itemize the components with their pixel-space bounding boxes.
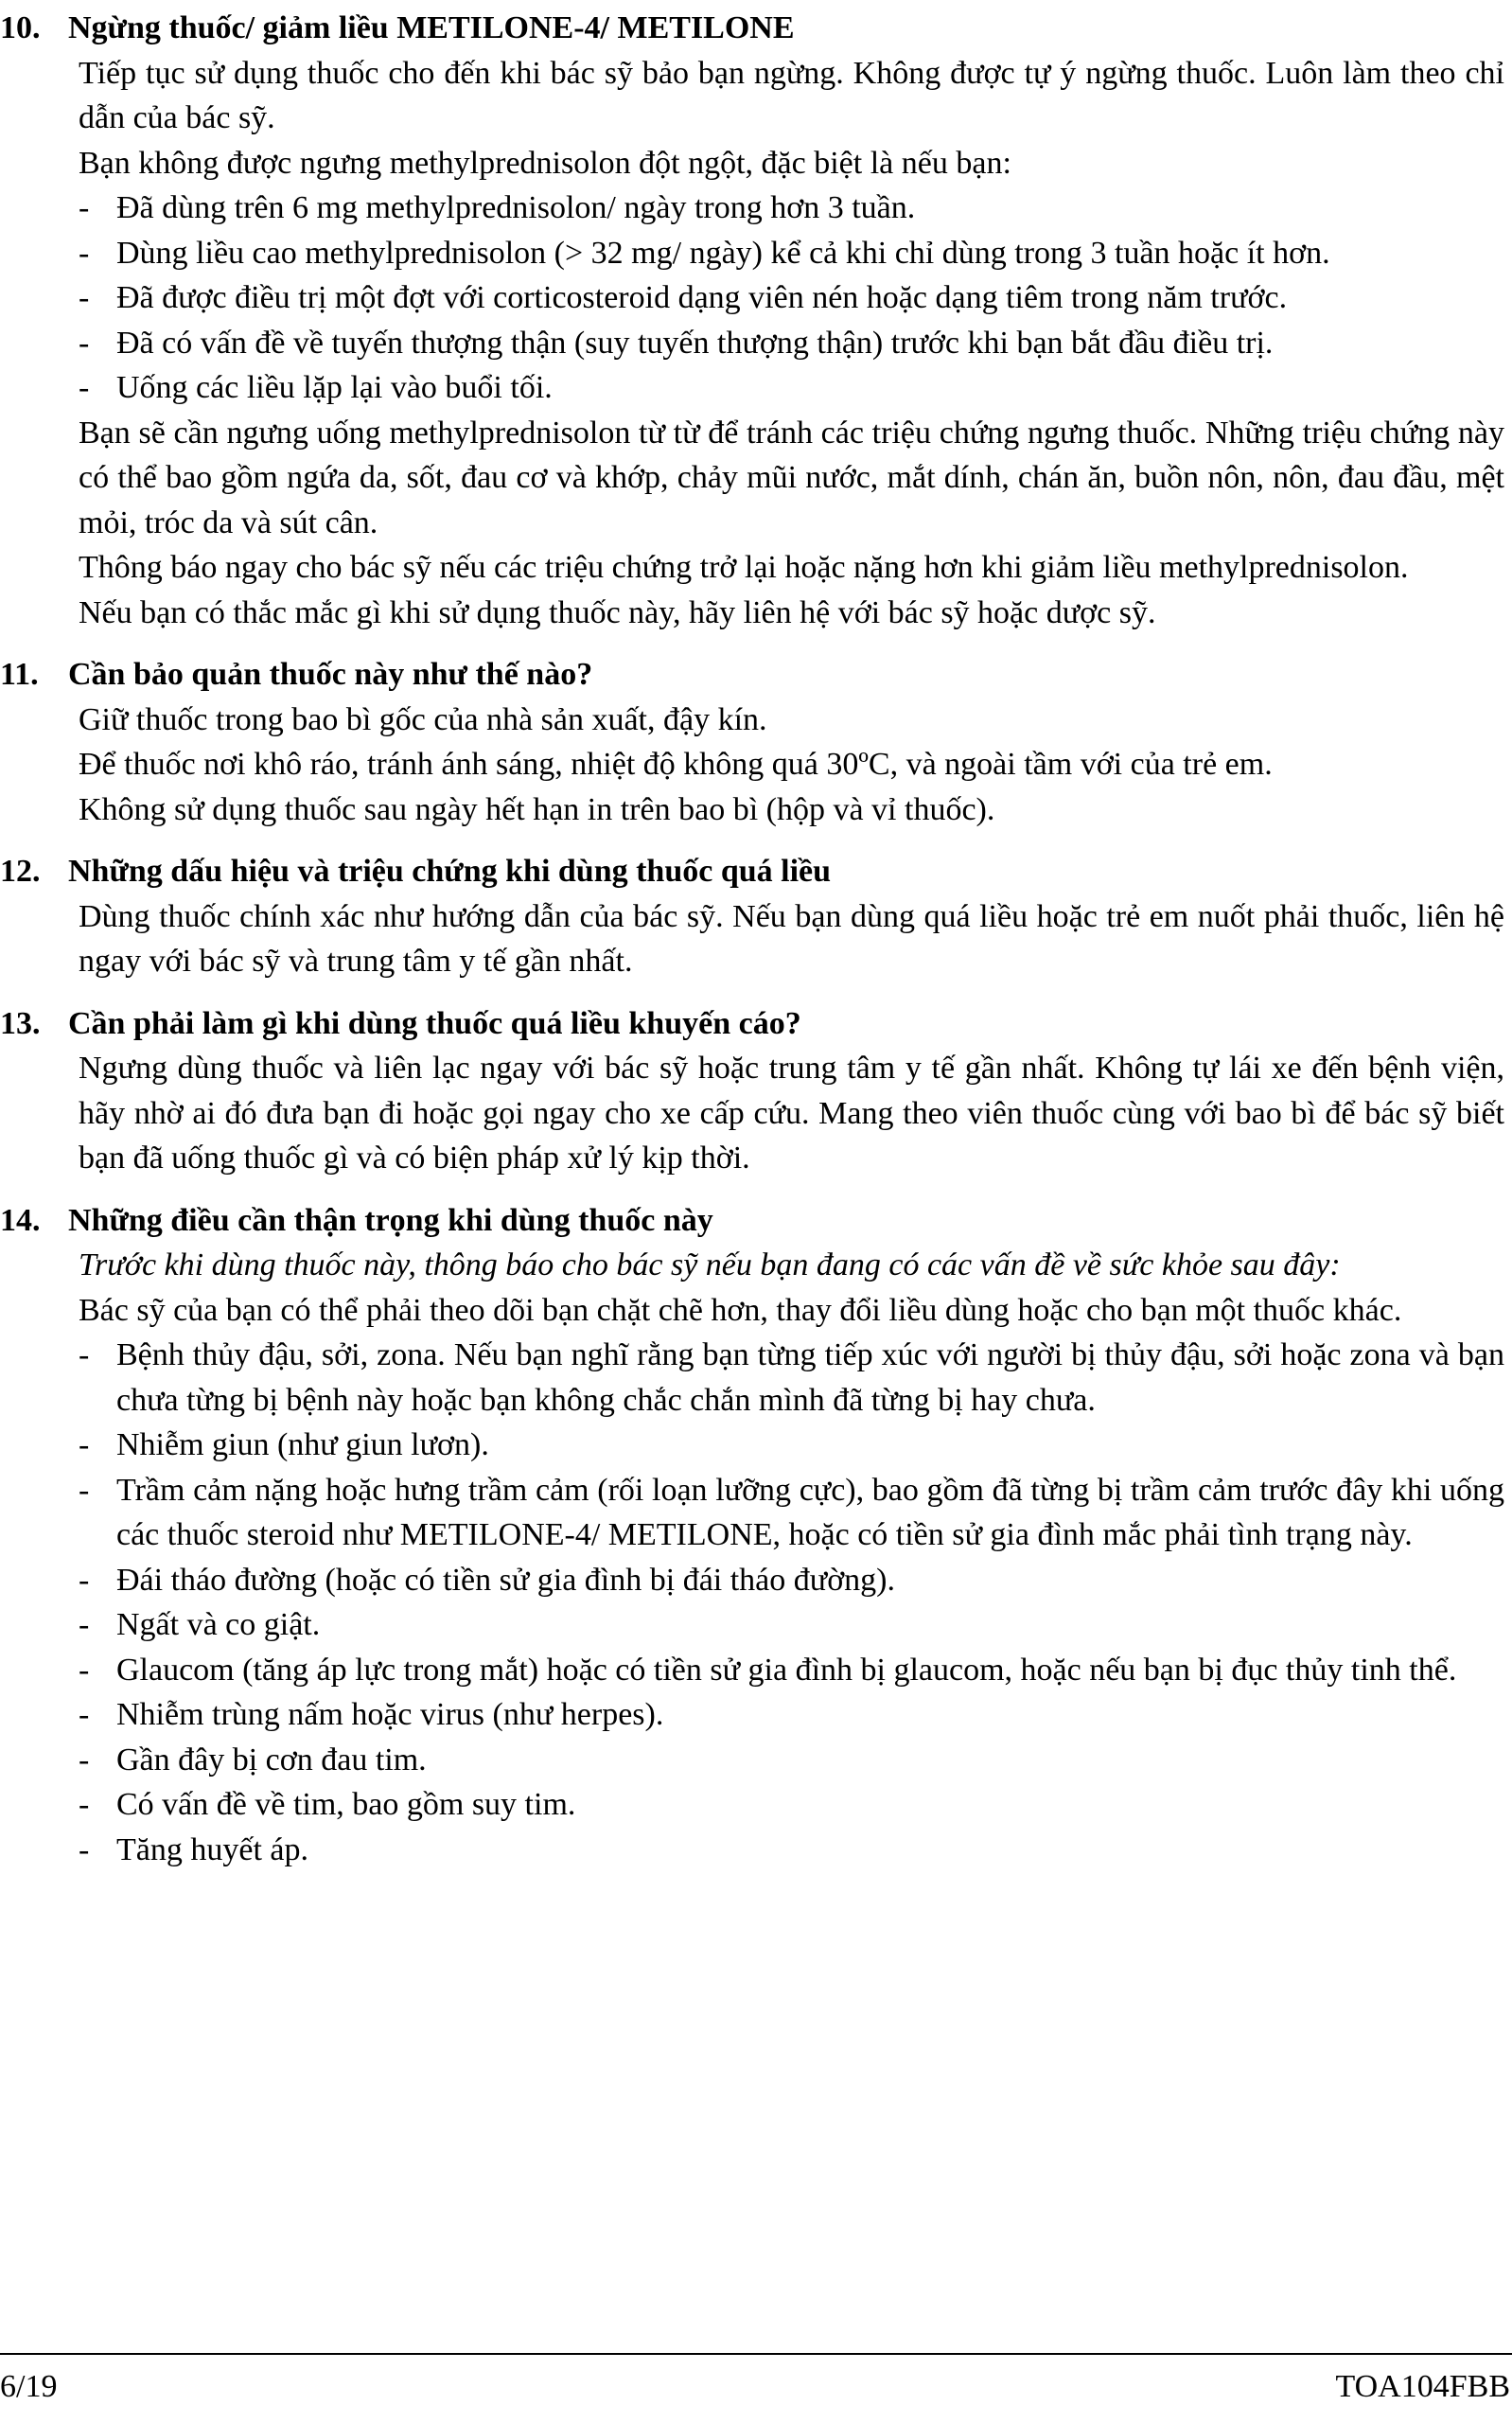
list-item-text: Tăng huyết áp. xyxy=(116,1831,308,1867)
document-page xyxy=(0,6,1504,1889)
list-item xyxy=(79,275,1504,321)
list-item-text: Có vấn đề về tim, bao gồm suy tim. xyxy=(116,1787,576,1822)
section-heading xyxy=(0,652,1504,698)
section-10 xyxy=(0,6,1504,635)
section-heading xyxy=(0,6,1504,51)
section-title: Những điều cần thận trọng khi dùng thuốc này xyxy=(68,1202,713,1238)
list-item-text: Uống các liều lặp lại vào buổi tối. xyxy=(116,370,553,405)
page-number: 6/19 xyxy=(0,2369,58,2404)
document-code: TOA104FBB xyxy=(1335,2369,1510,2404)
dash-marker: - xyxy=(79,1427,90,1462)
list-item-text: Đã dùng trên 6 mg methylprednisolon/ ngày trong hơn 3 tuần. xyxy=(116,190,916,225)
paragraph: Để thuốc nơi khô ráo, tránh ánh sáng, nhiệt độ không quá 30ºC, và ngoài tầm với của trẻ em. xyxy=(79,747,1273,782)
list-item xyxy=(79,1648,1504,1693)
footer-divider xyxy=(0,2353,1512,2355)
list-item-text: Đái tháo đường (hoặc có tiền sử gia đình bị đái tháo đường). xyxy=(116,1562,896,1598)
dash-marker: - xyxy=(79,325,90,361)
section-heading xyxy=(0,849,1504,894)
list-item xyxy=(79,1782,1504,1828)
list-item xyxy=(79,231,1504,276)
section-14 xyxy=(0,1198,1504,1873)
list-item xyxy=(79,321,1504,366)
paragraph: Ngưng dùng thuốc và liên lạc ngay với bác sỹ hoặc trung tâm y tế gần nhất. Không tự lái xe đến bệnh viện, hãy nhờ ai đó đưa bạn đi hoặc gọi ngay cho xe cấp cứu. Mang theo viên thuốc cùng với bao bì để bác sỹ biết bạn đã uống thuốc gì và có biện pháp xử lý kịp thời. xyxy=(79,1051,1504,1176)
section-title: Cần phải làm gì khi dùng thuốc quá liều khuyến cáo? xyxy=(68,1005,801,1041)
dash-marker: - xyxy=(79,1472,90,1508)
section-title: Ngừng thuốc/ giảm liều METILONE-4/ METILONE xyxy=(68,10,795,45)
dash-marker: - xyxy=(79,1337,90,1372)
section-number: 14. xyxy=(0,1202,41,1238)
list-item xyxy=(79,1692,1504,1738)
dash-marker: - xyxy=(79,1562,90,1598)
paragraph: Bạn không được ngưng methylprednisolon đột ngột, đặc biệt là nếu bạn: xyxy=(79,145,1011,181)
dash-marker: - xyxy=(79,1831,90,1867)
dash-marker: - xyxy=(79,235,90,271)
dash-marker: - xyxy=(79,1697,90,1732)
dash-marker: - xyxy=(79,370,90,405)
bullet-list xyxy=(79,186,1504,411)
list-item-text: Trầm cảm nặng hoặc hưng trầm cảm (rối loạn lưỡng cực), bao gồm đã từng bị trầm cảm trước đây khi uống các thuốc steroid như METILONE-4/ METILONE, hoặc có tiền sử gia đình mắc phải tình trạng này. xyxy=(116,1472,1504,1552)
list-item xyxy=(79,1828,1504,1873)
list-item-text: Nhiễm trùng nấm hoặc virus (như herpes). xyxy=(116,1697,664,1732)
list-item xyxy=(79,1602,1504,1648)
list-item xyxy=(79,186,1504,231)
section-number: 10. xyxy=(0,10,41,45)
list-item-text: Đã được điều trị một đợt với corticosteroid dạng viên nén hoặc dạng tiêm trong năm trước. xyxy=(116,280,1288,315)
section-heading xyxy=(0,1198,1504,1244)
list-item xyxy=(79,1333,1504,1423)
list-item xyxy=(79,1423,1504,1468)
paragraph: Dùng thuốc chính xác như hướng dẫn của bác sỹ. Nếu bạn dùng quá liều hoặc trẻ em nuốt phải thuốc, liên hệ ngay với bác sỹ và trung tâm y tế gần nhất. xyxy=(79,898,1504,979)
dash-marker: - xyxy=(79,1787,90,1822)
section-heading xyxy=(0,1001,1504,1047)
list-item-text: Gần đây bị cơn đau tim. xyxy=(116,1742,427,1777)
paragraph: Nếu bạn có thắc mắc gì khi sử dụng thuốc này, hãy liên hệ với bác sỹ hoặc dược sỹ. xyxy=(79,594,1156,630)
list-item-text: Đã có vấn đề về tuyến thượng thận (suy tuyến thượng thận) trước khi bạn bắt đầu điều trị. xyxy=(116,325,1274,361)
dash-marker: - xyxy=(79,190,90,225)
paragraph: Thông báo ngay cho bác sỹ nếu các triệu chứng trở lại hoặc nặng hơn khi giảm liều methylprednisolon. xyxy=(79,550,1409,585)
section-11 xyxy=(0,652,1504,832)
dash-marker: - xyxy=(79,1652,90,1688)
dash-marker: - xyxy=(79,1607,90,1642)
paragraph: Giữ thuốc trong bao bì gốc của nhà sản xuất, đậy kín. xyxy=(79,701,767,737)
section-number: 12. xyxy=(0,854,41,889)
paragraph: Tiếp tục sử dụng thuốc cho đến khi bác sỹ bảo bạn ngừng. Không được tự ý ngừng thuốc. Luôn làm theo chỉ dẫn của bác sỹ. xyxy=(79,55,1504,135)
list-item xyxy=(79,1738,1504,1783)
section-title: Những dấu hiệu và triệu chứng khi dùng thuốc quá liều xyxy=(68,854,832,889)
dash-marker: - xyxy=(79,1742,90,1777)
list-item xyxy=(79,1468,1504,1558)
dash-marker: - xyxy=(79,280,90,315)
section-title: Cần bảo quản thuốc này như thế nào? xyxy=(68,657,593,692)
paragraph: Bạn sẽ cần ngưng uống methylprednisolon từ từ để tránh các triệu chứng ngưng thuốc. Những triệu chứng này có thể bao gồm ngứa da, sốt, đau cơ và khớp, chảy mũi nước, mắt dính, chán ăn, buồn nôn, nôn, đau đầu, mệt mỏi, tróc da và sút cân. xyxy=(79,415,1504,540)
section-number: 11. xyxy=(0,657,39,692)
list-item-text: Bệnh thủy đậu, sởi, zona. Nếu bạn nghĩ rằng bạn từng tiếp xúc với người bị thủy đậu, sởi hoặc zona và bạn chưa từng bị bệnh này hoặc bạn không chắc chắn mình đã từng bị hay chưa. xyxy=(116,1337,1504,1418)
italic-paragraph: Trước khi dùng thuốc này, thông báo cho bác sỹ nếu bạn đang có các vấn đề về sức khỏe sau đây: xyxy=(79,1247,1341,1282)
paragraph: Bác sỹ của bạn có thể phải theo dõi bạn chặt chẽ hơn, thay đổi liều dùng hoặc cho bạn một thuốc khác. xyxy=(79,1292,1402,1328)
section-13 xyxy=(0,1001,1504,1181)
list-item-text: Glaucom (tăng áp lực trong mắt) hoặc có tiền sử gia đình bị glaucom, hoặc nếu bạn bị đục thủy tinh thể. xyxy=(116,1652,1457,1688)
list-item xyxy=(79,365,1504,411)
list-item-text: Nhiễm giun (như giun lươn). xyxy=(116,1427,489,1462)
list-item-text: Ngất và co giật. xyxy=(116,1607,321,1642)
paragraph: Không sử dụng thuốc sau ngày hết hạn in trên bao bì (hộp và vỉ thuốc). xyxy=(79,791,995,827)
section-number: 13. xyxy=(0,1005,41,1041)
list-item-text: Dùng liều cao methylprednisolon (> 32 mg/ ngày) kể cả khi chỉ dùng trong 3 tuần hoặc ít hơn. xyxy=(116,235,1330,271)
bullet-list xyxy=(79,1333,1504,1872)
list-item xyxy=(79,1558,1504,1603)
section-12 xyxy=(0,849,1504,984)
